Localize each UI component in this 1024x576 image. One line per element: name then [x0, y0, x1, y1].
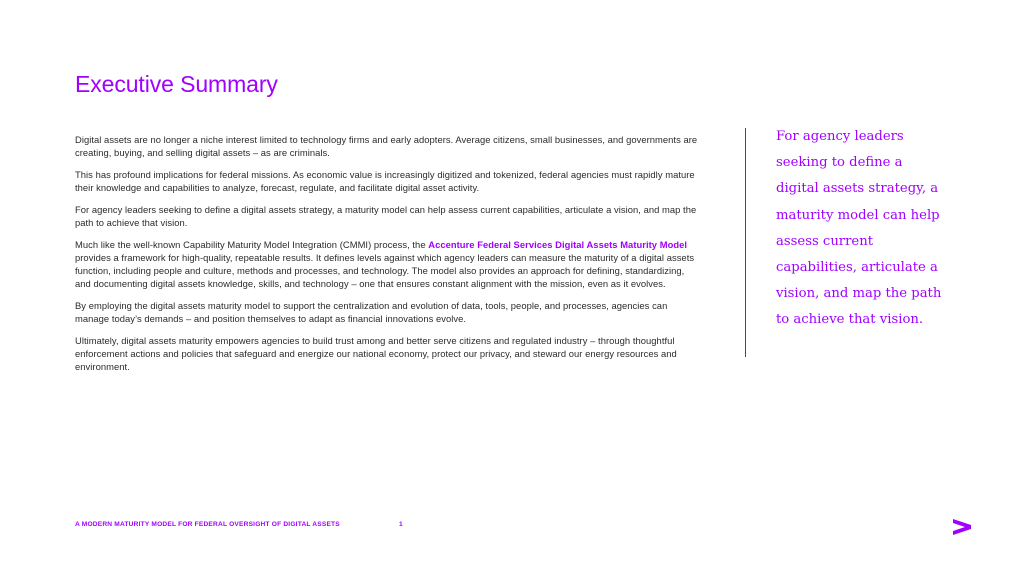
- pull-quote-divider: [745, 128, 746, 357]
- paragraph-6: Ultimately, digital assets maturity empowers agencies to build trust among and better serve citizens and regulated industry – through thoughtful enforcement actions and policies that safeguard and energize our national economy, protect our privacy, and steward our energy resources and environment.: [75, 335, 677, 372]
- paragraph-4-rest: provides a framework for high-quality, repeatable results. It defines levels against which agency leaders can measure the maturity of a digital assets function, including people and culture, methods and processes, and technology. The model also provides an approach for defining, standardizing, and documenting digital assets knowledge, skills, and technology – one that ensures constant alignment with the mission, even as it evolves.: [75, 252, 695, 289]
- paragraph-4-intro: Much like the well-known Capability Maturity Model Integration (CMMI) process, the: [75, 239, 429, 250]
- maturity-model-highlight: Accenture Federal Services Digital Assets Maturity Model: [428, 239, 688, 250]
- footer-title: A MODERN MATURITY MODEL FOR FEDERAL OVERSIGHT OF DIGITAL ASSETS: [75, 521, 340, 528]
- paragraph-2: This has profound implications for federal missions. As economic value is increasingly digitized and tokenized, federal agencies must rapidly mature their knowledge and capabilities to analyze, forecast, regulate, and facilitate digital asset activity.: [75, 169, 695, 193]
- paragraph-1: Digital assets are no longer a niche interest limited to technology firms and early adopters. Average citizens, small businesses, and governments are creating, buying, and selling digital assets – as are criminals.: [75, 134, 698, 158]
- paragraph-4: [75, 238, 700, 290]
- paragraph-5: By employing the digital assets maturity model to support the centralization and evolution of data, tools, people, and processes, agencies can manage today’s demands – and position themselves to adapt as financial innovations evolve.: [75, 300, 668, 324]
- page-number: 1: [399, 521, 403, 528]
- pull-quote: For agency leaders seeking to define a digital assets strategy, a maturity model can help assess current capabilities, articulate a vision, and map the path to achieve that vision.: [776, 129, 942, 328]
- paragraph-3: For agency leaders seeking to define a digital assets strategy, a maturity model can help assess current capabilities, articulate a vision, and map the path to achieve that vision.: [75, 204, 697, 228]
- accenture-greater-than-icon: [952, 517, 972, 537]
- body-text: [75, 133, 700, 382]
- page-title: Executive Summary: [75, 71, 278, 97]
